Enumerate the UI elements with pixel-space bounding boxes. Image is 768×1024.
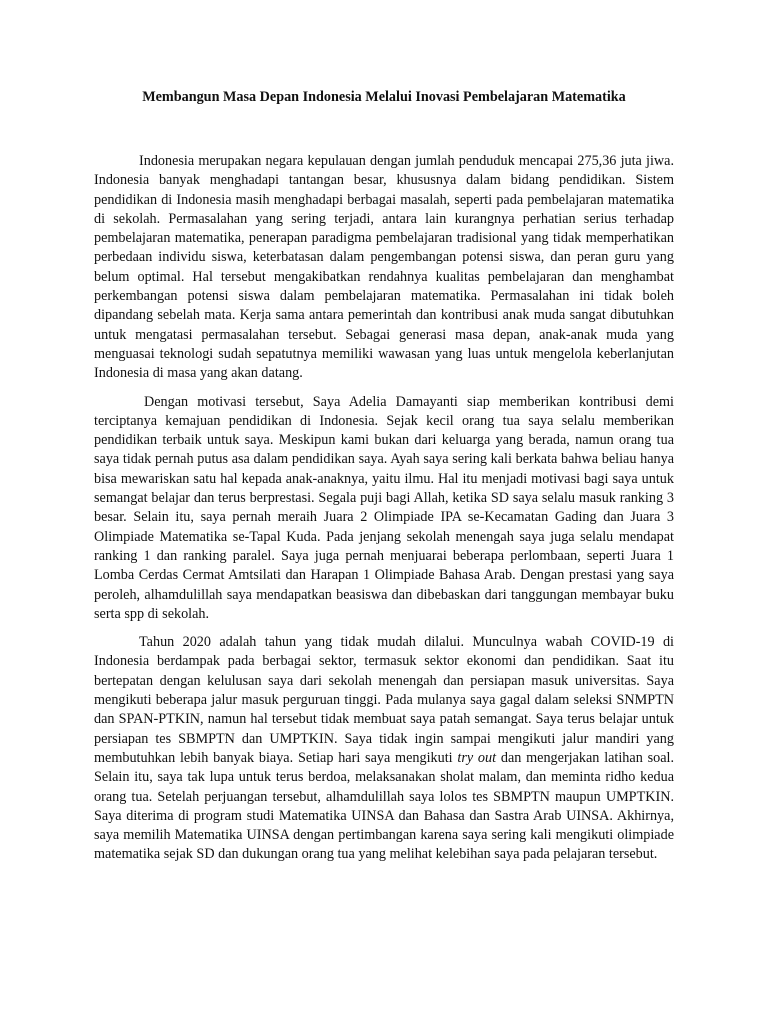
paragraph-3-italic-term: try out — [457, 749, 497, 766]
paragraph-2: Dengan motivasi tersebut, Saya Adelia Damayanti siap memberikan kontribusi demi terciptanya kemajuan pendidikan di Indonesia. Sejak kecil orang tua saya selalu memberikan pendidikan terbaik untuk saya. Meskipun kami bukan dari keluarga yang berada, namun orang tua saya tidak pernah putus asa dalam pendidikan saya. Ayah saya sering kali berkata bahwa beliau hanya bisa mewariskan satu hal kepada anak-anaknya, yaitu ilmu. Hal itu menjadi motivasi bagi saya untuk semangat belajar dan terus berprestasi. Segala puji bagi Allah, ketika SD saya selalu masuk ranking 3 besar. Selain itu, saya pernah meraih Juara 2 Olimpiade IPA se-Kecamatan Gading dan Juara 3 Olimpiade Matematika se-Tapal Kuda. Pada jenjang sekolah menengah saya juga selalu mendapat ranking 1 dan ranking paralel. Saya juga pernah menjuarai beberapa perlombaan, seperti Juara 1 Lomba Cerdas Cermat Amtsilati dan Harapan 1 Olimpiade Bahasa Arab. Dengan prestasi yang saya peroleh, alhamdulillah saya mendapatkan beasiswa dan dibebaskan dari tanggungan membayar buku serta spp di sekolah. — [94, 393, 674, 622]
paragraph-3 — [94, 633, 674, 865]
document-title: Membangun Masa Depan Indonesia Melalui Inovasi Pembelajaran Matematika — [142, 89, 626, 105]
paragraph-3-text-before: Tahun 2020 adalah tahun yang tidak mudah dilalui. Munculnya wabah COVID-19 di Indonesia berdampak pada berbagai sektor, termasuk sektor ekonomi dan pendidikan. Saat itu bertepatan dengan kelulusan saya dari sekolah menengah dan persiapan masuk universitas. Saya mengikuti beberapa jalur masuk perguruan tinggi. Pada mulanya saya gagal dalam seleksi SNMPTN dan SPAN-PTKIN, namun hal tersebut tidak membuat saya patah semangat. Saya terus belajar untuk persiapan tes SBMPTN dan UMPTKIN. Saya tidak ingin sampai mengikuti jalur mandiri yang membutuhkan lebih banyak biaya. Setiap hari saya mengikuti — [94, 634, 674, 766]
paragraph-1: Indonesia merupakan negara kepulauan dengan jumlah penduduk mencapai 275,36 juta jiwa. Indonesia banyak menghadapi tantangan besar, khususnya dalam bidang pendidikan. Sistem pendidikan di Indonesia masih menghadapi berbagai masalah, seperti pada pembelajaran matematika di sekolah. Permasalahan yang sering terjadi, antara lain kurangnya perhatian serius terhadap pembelajaran matematika, penerapan paradigma pembelajaran tradisional yang tidak memperhatikan perbedaan individu siswa, keterbatasan dalam pengembangan potensi siswa, dan peran guru yang belum optimal. Hal tersebut mengakibatkan rendahnya kualitas pembelajaran dan menghambat perkembangan potensi siswa dalam pembelajaran matematika. Permasalahan ini tidak boleh dipandang sebelah mata. Kerja sama antara pemerintah dan kontribusi anak muda sangat dibutuhkan untuk mengatasi permasalahan tersebut. Sebagai generasi masa depan, anak-anak muda yang menguasai teknologi sudah sepatutnya memiliki wawasan yang luas untuk mengelola keberlanjutan Indonesia di masa yang akan datang. — [94, 153, 674, 382]
document-page — [94, 86, 674, 874]
paragraph-3-text-after: dan mengerjakan latihan soal. Selain itu, saya tak lupa untuk terus berdoa, melaksanakan sholat malam, dan meminta ridho kedua orang tua. Setelah perjuangan tersebut, alhamdulillah saya lolos tes SBMPTN maupun UMPTKIN. Saya diterima di program studi Matematika UINSA dan Bahasa dan Sastra Arab UINSA. Akhirnya, saya memilih Matematika UINSA dengan pertimbangan karena saya sering kali mengikuti olimpiade matematika sejak SD dan dukungan orang tua yang melihat kelebihan saya pada pelajaran tersebut. — [94, 749, 674, 863]
